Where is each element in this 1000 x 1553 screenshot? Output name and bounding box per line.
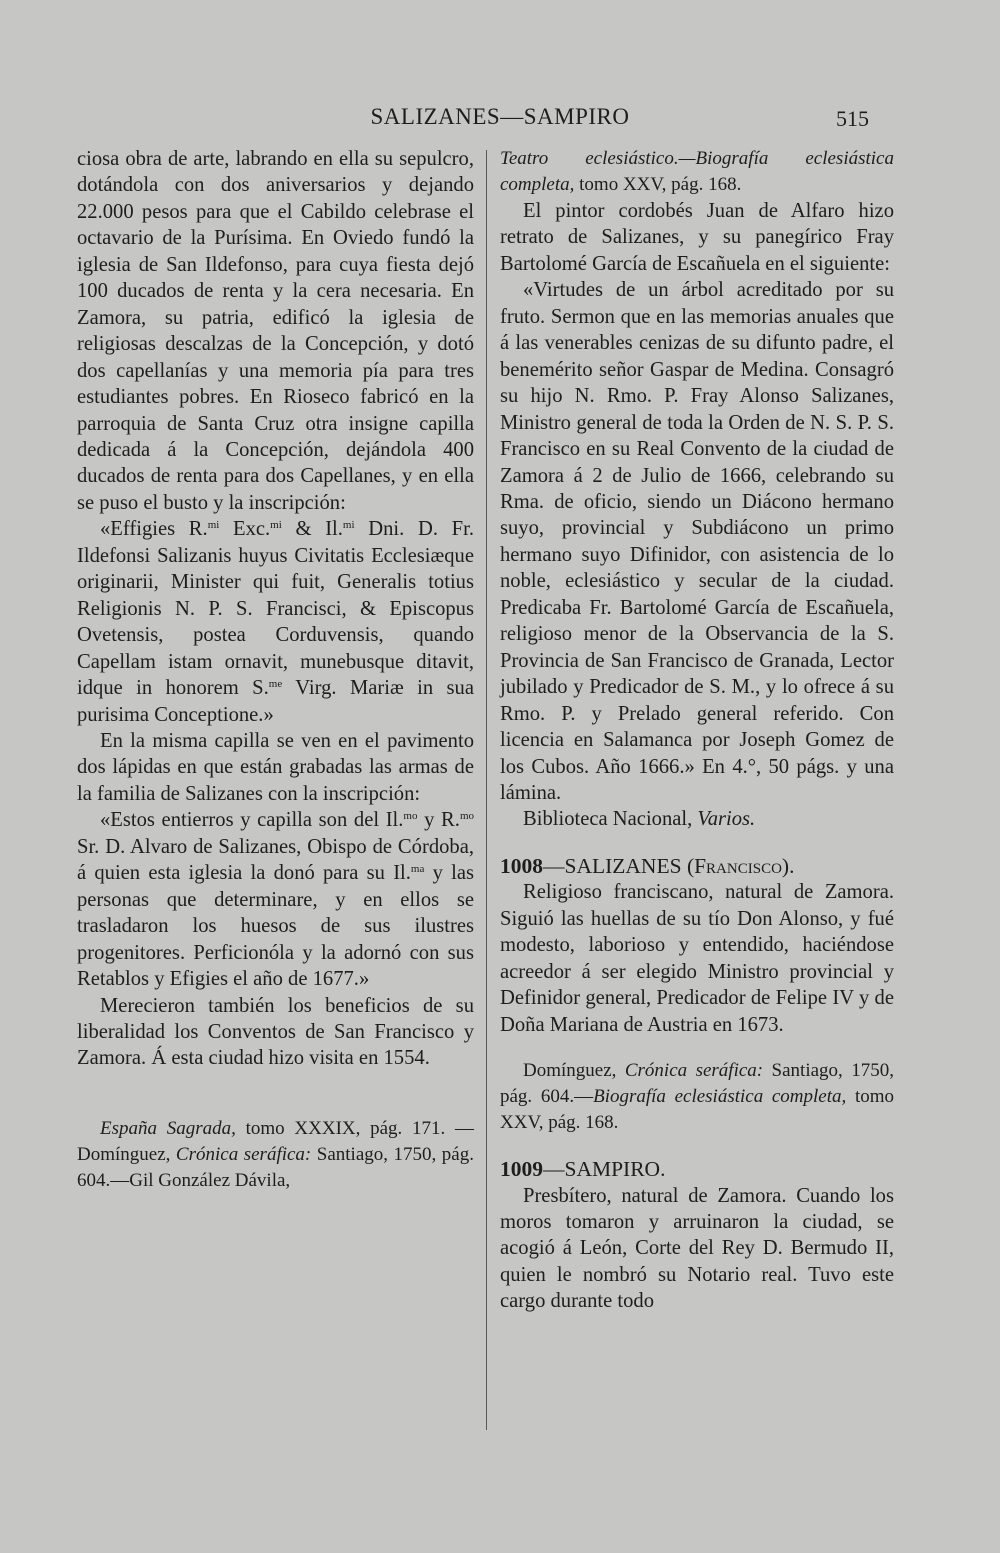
paragraph: El pintor cordobés Juan de Alfaro hizo retrato de Salizanes, y su panegírico Fray Bartolomé García de Escañuela en el siguiente: <box>500 200 894 275</box>
paragraph: En la misma capilla se ven en el pavimento dos lápidas en que están grabadas las armas de la familia de Salizanes con la inscripción: <box>77 729 474 805</box>
running-head: SALIZANES—SAMPIRO <box>370 104 630 129</box>
left-column <box>77 146 474 1194</box>
column-divider <box>486 150 487 1430</box>
entry-body: Presbítero, natural de Zamora. Cuando los moros tomaron y arruinaron la ciudad, se acogió á León, Corte del Rey D. Bermudo II, quien le nombró su Notario real. Tuvo este cargo durante todo <box>500 1184 894 1313</box>
quoted-title: «Virtudes de un árbol acreditado por su fruto. Sermon que en las memorias anuales que á las venerables cenizas de su difunto padre, el benemérito señor Gaspar de Medina. Consagró su hijo N. Rmo. P. Fray Alonso Salizanes, Ministro general de toda la Orden de N. S. P. S. Francisco en su Real Convento de la ciudad de Zamora á 2 de Julio de 1666, celebrando su Rma. de oficio, siendo un Diácono hermano suyo, provincial y Subdiácono un primo hermano suyo Difinidor, con asistencia de lo noble, eclesiástico y secular de la ciudad. Predicaba Fr. Bartolomé García de Escañuela, religioso menor de la Observancia de la S. Provincia de San Francisco de Granada, Lector jubilado y Predicador de S. M., y lo ofrece á su Rmo. P. y Prelado general referido. Con licencia en Salamanca por Joseph Gomez de los Cubos. Año 1666.» En 4.°, 50 págs. y una lámina. <box>500 279 894 804</box>
citation: España Sagrada, tomo XXXIX, pág. 171. —Domínguez, Crónica seráfica: Santiago, 1750, pág. 604.—Gil González Dávila, <box>77 1117 475 1191</box>
entry-body: Religioso franciscano, natural de Zamora. Siguió las huellas de su tío Don Alonso, y fué modesto, laborioso y entendido, haciéndose acreedor á ser elegido Ministro provincial y Definidor general, Predicador de Felipe IV y de Doña Mariana de Austria en 1673. <box>500 881 894 1036</box>
entry-heading-1009: 1009—SAMPIRO. <box>500 1157 666 1182</box>
library-reference: Biblioteca Nacional, Varios. <box>523 808 756 831</box>
paragraph: ciosa obra de arte, labrando en ella su sepulcro, dotándola con dos aniversarios y dejando 22.000 pesos para que el Cabildo celebrase el octavario de la Purísima. En Oviedo fundó la iglesia de San Ildefonso, para cuya fiesta dejó 100 ducados de renta y la cera necesaria. En Zamora, su patria, edificó la iglesia de religiosas descalzas de la Concepción, y dotó dos capellanías y una memoria pía para tres estudiantes pobres. En Rioseco fabricó en la parroquia de Santa Cruz otra insigne capilla dedicada á la Concepción, dejándola 400 ducados de renta para dos Capellanes, y en ella se puso el busto y la inscripción: <box>77 148 474 514</box>
latin-inscription: «Effigies R.$^{mi}$ Exc.$^{mi}$ & Il.$^{mi}$ Dni. D. Fr. Ildefonsi Salizanis huyus Civitatis Ecclesiæque originarii, Minister qui fuit, Generalis totius Religionis N. P. S. Francisci, & Episcopus Ovetensis, postea Corduvensis, quando Capellam istam ornavit, munebusque ditavit, idque in honorem S.$^{me}$ Virg. Mariæ in sua purisima Conceptione.» <box>77 518 474 726</box>
spanish-inscription: «Estos entierros y capilla son del Il.$^{mo}$ y R.$^{mo}$ Sr. D. Alvaro de Salizanes, Obispo de Córdoba, á quien esta iglesia la donó para su Il.$^{ma}$ y las personas que determinare, y en ellos se trasladaron los huesos de sus ilustres progenitores. Perficionóla y la adornó con sus Retablos y Efigies el año de 1677.» <box>77 809 474 991</box>
entry-heading-1008: 1008—SALIZANES (Francisco). <box>500 853 795 878</box>
citation: Domínguez, Crónica seráfica: Santiago, 1750, pág. 604.—Biografía eclesiástica completa, tomo XXV, pág. 168. <box>500 1060 894 1134</box>
page-number: 515 <box>836 106 869 131</box>
paragraph: Merecieron también los beneficios de su liberalidad los Conventos de San Francisco y Zamora. Á esta ciudad hizo visita en 1554. <box>77 994 474 1070</box>
citation: Teatro eclesiástico.—Biografía eclesiástica completa, tomo XXV, pág. 168. <box>500 148 894 195</box>
right-column <box>500 146 894 1315</box>
